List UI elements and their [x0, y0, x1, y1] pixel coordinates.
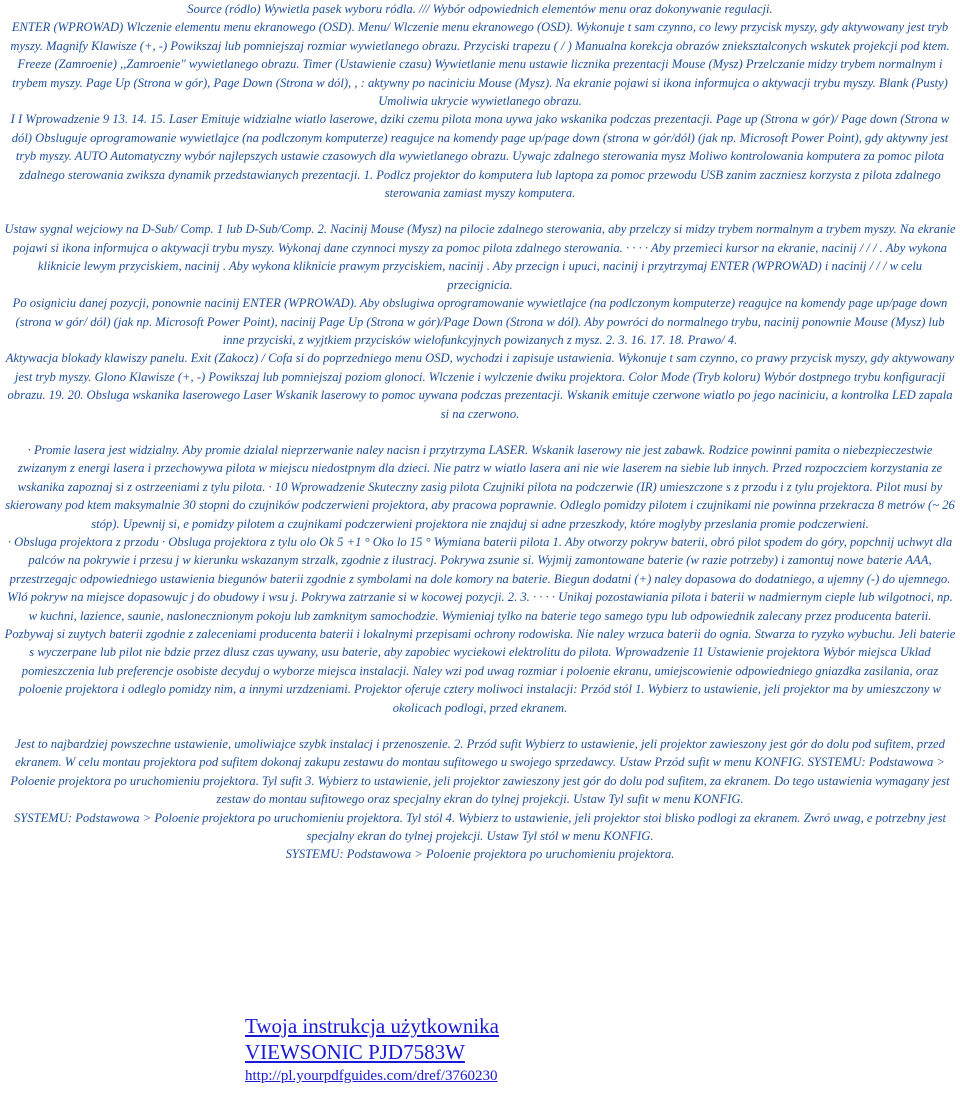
- paragraph-cover: Wló pokryw na miejsce dopasowujc j do obudowy i wsu j. Pokrywa zatrzanie si w kocowej pozycji. 2. 3. · · · · Unikaj pozostawiania pilota i baterii w nadmiernym cieple lub wilgotnoci, np.: [7, 590, 953, 605]
- paragraph-mouse: Ustaw sygnal wejciowy na D-Sub/ Comp. 1 lub D-Sub/Comp. 2. Nacinij Mouse (Mysz) na pilocie zdalnego sterowania, aby przelczy si midzy trybem normalnym a trybem myszy. Na ekranie pojawi si ikona informujca o aktywacji trybu myszy. Wykonaj dane czynnoci myszy za pomoc pilota zdalnego sterowania. · · · · Aby przemieci kursor na ekranie, nacinij / / / . Aby wykona kliknicie lewym przyciskiem, nacinij . Aby wykona kliknicie prawym przyciskiem, nacinij . Aby przecign i upuci, nacinij i przytrzymaj ENTER (WPROWAD) i nacinij / / / w celu przecignicia.: [4, 222, 956, 292]
- paragraph-system: SYSTEMU: Podstawowa > Poloenie projektora po uruchomieniu projektora.: [285, 847, 675, 862]
- spacer: [0, 423, 960, 441]
- paragraph-position: Po osigniciu danej pozycji, ponownie nacinij ENTER (WPROWAD). Aby obslugiwa oprogramowanie wywietlajce (na podlczonym komputerze) reagujce na komendy page up/page down (strona w gór/ dól) (jak np. Microsoft Power Point), nacinij Page Up (Strona w gór)/Page Down (Strona w dól). Aby powróci do normalnego trybu, nacinij ponownie Mouse (Mysz) lub inne przyciski, z wyjtkiem przycisków wielofunkcyjnych powizanych z mysz. 2. 3. 16. 17. 18. Prawo/ 4.: [12, 296, 948, 347]
- paragraph-keylock: Aktywacja blokady klawiszy panelu. Exit (Zakocz) / Cofa si do poprzedniego menu OSD, wychodzi i zapisuje ustawienia. Wykonuje t sam czynno, co prawy przycisk myszy, gdy aktywowany jest tryb myszy. Glono Klawisze (+, -) Powikszaj lub pomniejszaj poziom glonoci. Wlczenie i wylczenie dwiku projektora. Color Mode (Tryb koloru) Wybór dostpnego trybu konfiguracji obrazu. 19. 20. Obsluga wskanika laserowego Laser Wskanik laserowy to pomoc uywana podczas prezentacji. Wskanik emituje czerwone wiatlo po jego naciniciu, a kontrolka LED zapala si na czerwono.: [5, 351, 955, 421]
- paragraph-rear-table: SYSTEMU: Podstawowa > Poloenie projektora po uruchomieniu projektora. Tyl stól 4. Wybierz to ustawienie, jeli projektor stoi blisko podlogi za ekranem. Zwró uwag, e potrzebny jest specjalny ekran do tylnej projekcji. Ustaw Tyl stól w menu KONFIG.: [14, 810, 946, 844]
- paragraph-laser: I I Wprowadzenie 9 13. 14. 15. Laser Emituje widzialne wiatlo laserowe, dziki czemu pilota mona uywa jako wskanika podczas prezentacji. Page up (Strona w gór)/ Page down (Strona w dól) Obsluguje oprogramowanie wywietlajce (na podlczonym komputerze) reagujce na komendy page up/page down (strona w gór/dól) (jak np. Microsoft Power Point), gdy aktywny jest tryb myszy. AUTO Automatyczny wybór najlepszych ustawie czasowych dla wywietlanego obrazu. Uywajc zdalnego sterowania mysz Moliwo kontrolowania komputera za pomoc pilota zdalnego sterowania zwiksza dynamik przedstawianych prezentacji. 1. Podlcz projektor do komputera lub laptopa za pomoc przewodu USB zanim zaczniesz korzysta z pilota zdalnego sterowania zamiast myszy komputera.: [10, 112, 950, 201]
- paragraph-source: Source (ródlo) Wywietla pasek wyboru ródla. /// Wybór odpowiednich elementów menu oraz dokonywanie regulacji.: [187, 2, 773, 16]
- instruction-link[interactable]: Twoja instrukcja użytkownika: [245, 1014, 499, 1038]
- paragraph-ceiling: Jest to najbardziej powszechne ustawienie, umoliwiajce szybk instalacj i przenoszenie. 2. Przód sufit Wybierz to ustawienie, jeli projektor zawieszony jest gór do dolu pod sufitem, przed ekranem. W celu montau projektora pod sufitem dokonaj zakupu zestawu do montau sufitowego u swojego sprzedawcy. Ustaw Przód sufit w menu KONFIG. SYSTEMU: Podstawowa > Poloenie projektora po uruchomieniu projektora. Tyl sufit 3. Wybierz to ustawienie, jeli projektor zawieszony jest gór do dolu pod sufitem, za ekranem. Do tego ustawienia wymagany jest zestaw do montau sufitowego oraz specjalny ekran do tylnej projekcji. Ustaw Tyl sufit w menu KONFIG.: [10, 737, 950, 807]
- paragraph-laser-beam: · Promie lasera jest widzialny. Aby promie dzialal nieprzerwanie naley nacisn i przytrzyma LASER. Wskanik laserowy nie jest zabawk. Rodzice powinni pamita o niebezpieczestwie zwizanym z energi lasera i przechowywa pilota w miejscu niedostpnym dla dzieci. Nie patrz w wiatlo lasera ani nie wie laserem na siebie lub innych. Przed rozpoczciem korzystania ze wskanika zapoznaj si z ostrzeeniami z tylu pilota. · 10 Wprowadzenie Skuteczny zasig pilota Czujniki pilota na podczerwie (IR) umieszczone s z przodu i z tylu projektora. Pilot musi by skierowany pod ktem maksymalnie 30 stopni do czujników podczerwieni projektora, aby pracowa poprawnie. Odleglo pomidzy pilotem i czujnikami nie powinna przekracza 8 metrów (~ 26 stóp). Upewnij si, e pomidzy pilotem a czujnikami podczerwieni projektora nie znajduj si adne przeszkody, które moglyby przeslania promie podczerwieni.: [5, 442, 955, 531]
- spacer: [0, 202, 960, 220]
- paragraph-enter: ENTER (WPROWAD) Wlczenie elementu menu ekranowego (OSD). Menu/ Wlczenie menu ekranowego (OSD). Wykonuje t sam czynno, co lewy przycisk myszy, gdy aktywowany jest tryb myszy. Magnify Klawisze (+, -) Powikszaj lub pomniejszaj rozmiar wywietlanego obrazu. Przyciski trapezu ( / ) Manualna korekcja obrazów znieksztalconych wskutek projekcji pod ktem.: [10, 20, 950, 53]
- paragraph-placement: w kuchni, lazience, saunie, naslonecznionym pokoju lub zamknitym samochodzie. Wymieniaj tylko na baterie tego samego typu lub odpowiednik zalecany przez producenta baterii. Pozbywaj si zuytych baterii zgodnie z zaleceniami producenta baterii i lokalnymi przepisami ochrony rodowiska. Nie naley wrzuca baterii do ognia. Stwarza to ryzyko wybuchu. Jeli baterie s wyczerpane lub pilot nie bdzie przez dlusz czas uywany, usu baterie, aby zapobiec wyciekowi elektrolitu do pilota. Wprowadzenie 11 Ustawienie projektora Wybór miejsca Uklad pomieszczenia lub preferencje osobiste decyduj o wyborze miejsca instalacji. Naley wzi pod uwag rozmiar i poloenie ekranu, umiejscowienie odpowiedniego gniazdka zasilania, oraz poloenie projektora i odleglo pomidzy nim, a innymi urzdzeniami. Projektor oferuje cztery moliwoci instalacji: Przód stól 1. Wybierz to ustawienie, jeli projektor ma by umieszczony w okolicach podlogi, przed ekranem.: [4, 608, 956, 715]
- paragraph-freeze: Freeze (Zamroenie) ,,Zamroenie" wywietlanego obrazu. Timer (Ustawienie czasu) Wywietlanie menu ustawie licznika prezentacji Mouse (Mysz) Przelczanie midzy trybem normalnym i trybem myszy. Page Up (Strona w gór), Page Down (Strona w dól), , : aktywny po naciniciu Mouse (Mysz). Na ekranie pojawi si ikona informujca o aktywacji trybu myszy. Blank (Pusty) Umoliwia ukrycie wywietlanego obrazu.: [12, 57, 948, 109]
- model-link[interactable]: VIEWSONIC PJD7583W: [245, 1040, 465, 1064]
- footer-links: [245, 1013, 499, 1087]
- spacer: [0, 717, 960, 735]
- url-link[interactable]: http://pl.yourpdfguides.com/dref/3760230: [245, 1068, 498, 1084]
- paragraph-battery: · Obsluga projektora z przodu · Obsluga projektora z tylu olo Ok 5 +1 ° Oko lo 15 ° Wymiana baterii pilota 1. Aby otworzy pokryw baterii, obró pilot spodem do góry, popchnij uchwyt dla palców na pokrywie i przesu j w kierunku wskazanym strzalk, zgodnie z ilustracj. Pokrywa zsunie si. Wyjmij zamontowane baterie (w razie potrzeby) i zamontuj nowe baterie AAA, przestrzegajc odpowiedniego ustawienia biegunów baterii zgodnie z symbolami na dole komory na baterie. Biegun dodatni (+) naley dopasowa do dodatniego, a ujemny (-) do ujemnego.: [7, 534, 953, 586]
